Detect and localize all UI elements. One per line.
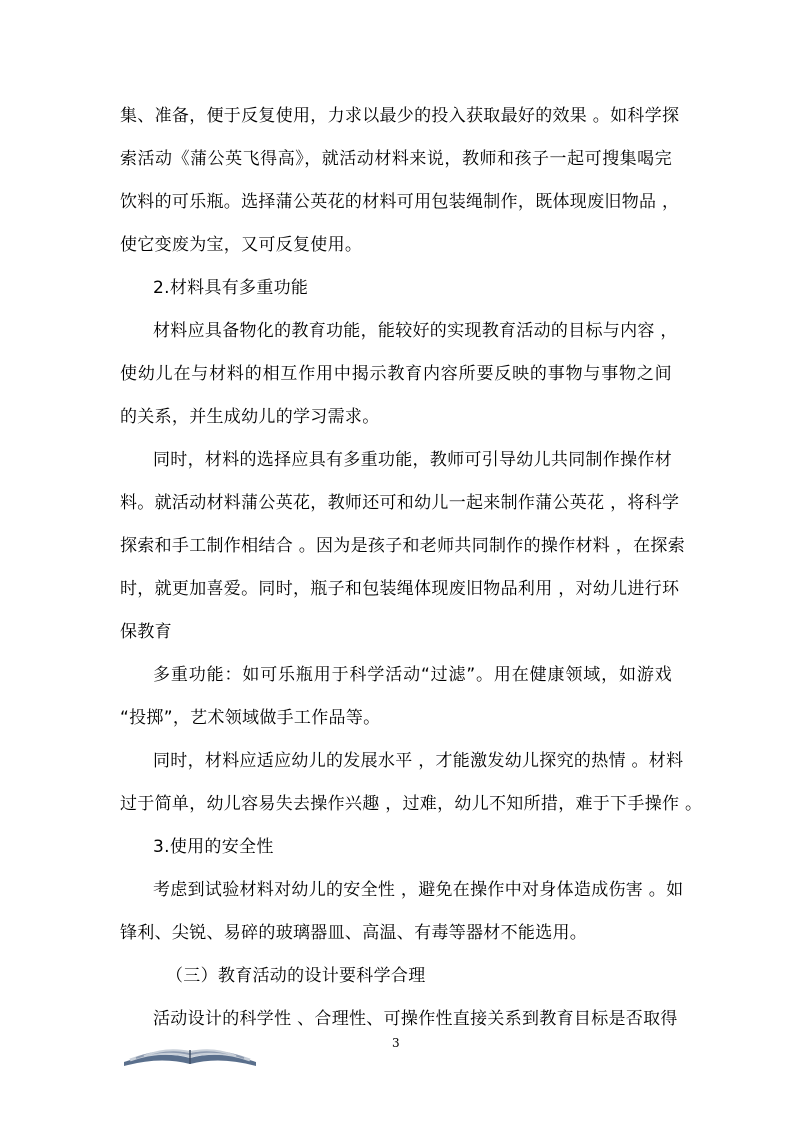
paragraph-line: 同时，材料应适应幼儿的发展水平 ，才能激发幼儿探究的热情 。材料 — [153, 751, 684, 771]
paragraph-line: 材料应具备物化的教育功能，能较好的实现教育活动的目标与内容 ， — [153, 321, 678, 341]
body-text — [120, 95, 703, 1041]
paragraph-line: 保教育 — [120, 622, 172, 642]
paragraph-line: 过于简单，幼儿容易失去操作兴趣 ，过难，幼儿不知所措，难于下手操作 。 — [120, 794, 703, 814]
paragraph-line: 料。就活动材料蒲公英花，教师还可和幼儿一起来制作蒲公英花 ，将科学 — [120, 493, 680, 513]
paragraph-line: 饮料的可乐瓶。选择蒲公英花的材料可用包装绳制作，既体现废旧物品 ， — [120, 192, 680, 212]
page-footer — [0, 1030, 794, 1090]
section-heading: （三）教育活动的设计要科学合理 — [166, 966, 426, 986]
paragraph-line: 活动设计的科学性 、合理性、可操作性直接关系到教育目标是否取得 — [153, 1009, 678, 1029]
section-heading: 3.使用的安全性 — [153, 837, 274, 857]
paragraph-line: “投掷”，艺术领域做手工作品等。 — [120, 708, 381, 728]
paragraph-line: 同时，材料的选择应具有多重功能，教师可引导幼儿共同制作操作材 — [153, 450, 672, 470]
paragraph-line: 集、准备，便于反复使用，力求以最少的投入获取最好的效果 。如科学探 — [120, 106, 680, 126]
paragraph-line: 多重功能：如可乐瓶用于科学活动“过滤”。用在健康领域，如游戏 — [153, 665, 672, 685]
open-book-icon — [120, 1040, 260, 1068]
paragraph-line: 的关系，并生成幼儿的学习需求。 — [120, 407, 380, 427]
paragraph-line: 时，就更加喜爱。同时，瓶子和包装绳体现废旧物品利用 ，对幼儿进行环 — [120, 579, 680, 599]
paragraph-line: 探索和手工制作相结合 。因为是孩子和老师共同制作的操作材料 ，在探索 — [120, 536, 686, 556]
paragraph-line: 索活动《蒲公英飞得高》，就活动材料来说，教师和孩子一起可搜集喝完 — [120, 149, 672, 169]
paragraph-line: 锋利、尖锐、易碎的玻璃器皿、高温、有毒等器材不能选用。 — [120, 923, 588, 943]
paragraph-line: 考虑到试验材料对幼儿的安全性 ，避免在操作中对身体造成伤害 。如 — [153, 880, 684, 900]
paragraph-line: 使它变废为宝，又可反复使用。 — [120, 235, 363, 255]
paragraph-line: 使幼儿在与材料的相互作用中揭示教育内容所要反映的事物与事物之间 — [120, 364, 672, 384]
section-heading: 2.材料具有多重功能 — [153, 278, 309, 298]
page-number: 3 — [392, 1036, 400, 1050]
